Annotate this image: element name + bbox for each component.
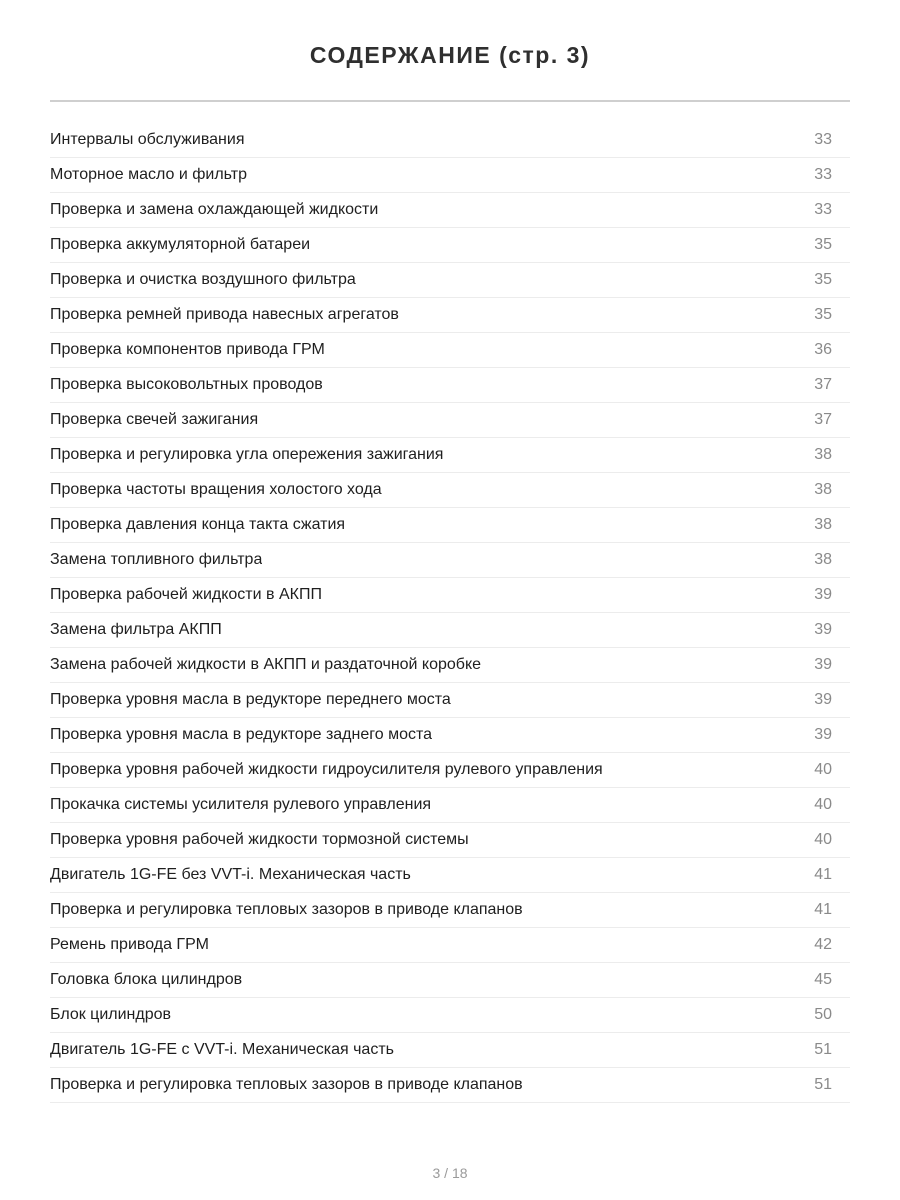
toc-entry-page-number: 39 — [814, 691, 832, 708]
toc-entry-label: Проверка и замена охлаждающей жидкости — [50, 201, 379, 218]
toc-entry-page-number: 36 — [814, 341, 832, 358]
toc-entry-label: Замена рабочей жидкости в АКПП и раздаточной коробке — [50, 656, 482, 673]
toc-entry-page-number: 38 — [814, 446, 832, 463]
toc-row[interactable] — [50, 158, 850, 193]
page-title: СОДЕРЖАНИЕ (стр. 3) — [309, 42, 591, 68]
toc-entry-page-number: 35 — [814, 306, 832, 323]
toc-entry-page-number: 51 — [814, 1076, 832, 1093]
toc-row[interactable] — [50, 368, 850, 403]
toc-row[interactable] — [50, 998, 850, 1033]
toc-row[interactable] — [50, 963, 850, 998]
toc-entry-page-number: 37 — [814, 376, 832, 393]
toc-entry-page-number: 35 — [814, 236, 832, 253]
toc-row[interactable] — [50, 893, 850, 928]
toc-row[interactable] — [50, 333, 850, 368]
toc-row[interactable] — [50, 1033, 850, 1068]
toc-entry-page-number: 41 — [814, 901, 832, 918]
toc-row[interactable] — [50, 578, 850, 613]
toc-row[interactable] — [50, 718, 850, 753]
toc-entry-label: Проверка рабочей жидкости в АКПП — [50, 586, 322, 603]
toc-row[interactable] — [50, 1068, 850, 1103]
toc-entry-label: Проверка и очистка воздушного фильтра — [50, 271, 356, 288]
toc-entry-page-number: 35 — [814, 271, 832, 288]
toc-row[interactable] — [50, 473, 850, 508]
toc-entry-page-number: 39 — [814, 621, 832, 638]
toc-entry-label: Проверка свечей зажигания — [50, 411, 259, 428]
toc-row[interactable] — [50, 403, 850, 438]
toc-entry-label: Проверка ремней привода навесных агрегатов — [50, 306, 399, 323]
toc-entry-label: Проверка и регулировка тепловых зазоров в приводе клапанов — [50, 901, 523, 918]
toc-row[interactable] — [50, 508, 850, 543]
toc-entry-label: Проверка уровня масла в редукторе переднего моста — [50, 691, 451, 708]
toc-entry-label: Моторное масло и фильтр — [50, 166, 247, 183]
toc-entry-page-number: 40 — [814, 761, 832, 778]
toc-entry-label: Проверка компонентов привода ГРМ — [50, 341, 325, 358]
title-divider — [50, 100, 850, 102]
toc-entry-label: Проверка высоковольтных проводов — [50, 376, 323, 393]
toc-entry-page-number: 41 — [814, 866, 832, 883]
toc-entry-label: Ремень привода ГРМ — [50, 936, 209, 953]
toc-entry-page-number: 40 — [814, 796, 832, 813]
toc-row[interactable] — [50, 823, 850, 858]
page-number-indicator: 3 / 18 — [432, 1165, 468, 1181]
toc-entry-page-number: 38 — [814, 481, 832, 498]
toc-row[interactable] — [50, 753, 850, 788]
toc-entry-page-number: 39 — [814, 726, 832, 743]
toc-entry-label: Прокачка системы усилителя рулевого управления — [50, 796, 432, 813]
toc-row[interactable] — [50, 683, 850, 718]
toc-entry-label: Проверка уровня масла в редукторе заднего моста — [50, 726, 433, 743]
toc-entry-label: Замена фильтра АКПП — [50, 621, 222, 638]
toc-row[interactable] — [50, 263, 850, 298]
toc-row[interactable] — [50, 858, 850, 893]
toc-entry-page-number: 33 — [814, 201, 832, 218]
toc-row[interactable] — [50, 543, 850, 578]
toc-entry-label: Проверка и регулировка тепловых зазоров в приводе клапанов — [50, 1076, 523, 1093]
toc-row[interactable] — [50, 928, 850, 963]
toc-row[interactable] — [50, 648, 850, 683]
toc-row[interactable] — [50, 298, 850, 333]
toc-entry-label: Замена топливного фильтра — [50, 551, 263, 568]
toc-entry-page-number: 37 — [814, 411, 832, 428]
toc-entry-page-number: 51 — [814, 1041, 832, 1058]
toc-entry-label: Головка блока цилиндров — [50, 971, 243, 988]
toc-entry-page-number: 38 — [814, 551, 832, 568]
toc-entry-page-number: 50 — [814, 1006, 832, 1023]
toc-entry-page-number: 38 — [814, 516, 832, 533]
toc-entry-page-number: 42 — [814, 936, 832, 953]
toc-entry-label: Блок цилиндров — [50, 1006, 172, 1023]
toc-entry-label: Двигатель 1G-FE с VVT-i. Механическая часть — [50, 1041, 394, 1058]
toc-row[interactable] — [50, 788, 850, 823]
toc-row[interactable] — [50, 438, 850, 473]
toc-row[interactable] — [50, 613, 850, 648]
toc-entry-label: Проверка аккумуляторной батареи — [50, 236, 311, 253]
toc-entry-label: Интервалы обслуживания — [50, 131, 245, 148]
toc-entry-label: Проверка уровня рабочей жидкости гидроусилителя рулевого управления — [50, 761, 603, 778]
toc-entry-page-number: 33 — [814, 131, 832, 148]
toc-entry-label: Проверка уровня рабочей жидкости тормозной системы — [50, 831, 469, 848]
toc-entry-label: Двигатель 1G-FE без VVT-i. Механическая часть — [50, 866, 411, 883]
toc-list — [50, 123, 850, 1103]
toc-row[interactable] — [50, 228, 850, 263]
toc-row[interactable] — [50, 123, 850, 158]
toc-entry-page-number: 39 — [814, 656, 832, 673]
toc-entry-page-number: 39 — [814, 586, 832, 603]
toc-row[interactable] — [50, 193, 850, 228]
toc-entry-page-number: 45 — [814, 971, 832, 988]
toc-entry-page-number: 33 — [814, 166, 832, 183]
toc-entry-label: Проверка давления конца такта сжатия — [50, 516, 346, 533]
toc-entry-label: Проверка и регулировка угла опережения зажигания — [50, 446, 444, 463]
toc-entry-page-number: 40 — [814, 831, 832, 848]
toc-entry-label: Проверка частоты вращения холостого хода — [50, 481, 382, 498]
